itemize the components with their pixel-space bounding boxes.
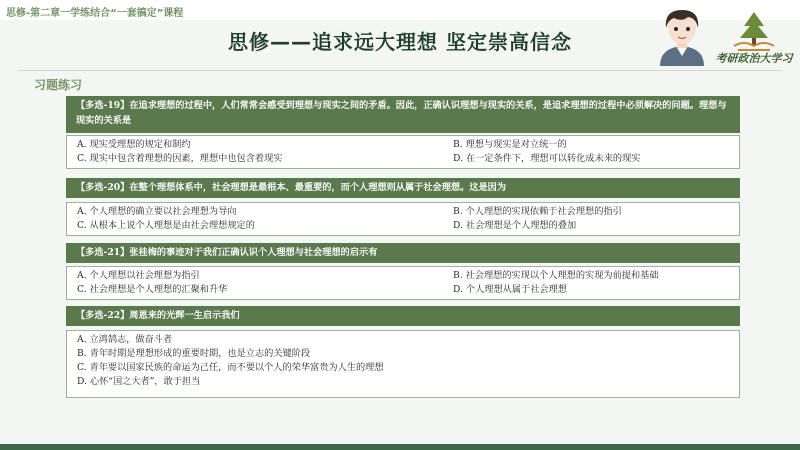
option-a[interactable]: A. 个人理想以社会理想为指引 — [77, 270, 200, 281]
brand-logo — [712, 6, 796, 68]
option-b[interactable]: B. 理想与现实是对立统一的 — [453, 139, 567, 150]
question-20-prompt: 【多选-20】在整个理想体系中，社会理想是最根本、最重要的，而个人理想则从属于社会理想。这是因为 — [76, 182, 507, 193]
question-21-options — [66, 266, 740, 300]
question-20-options — [66, 202, 740, 236]
question-22-prompt: 【多选-22】周恩来的光辉一生启示我们 — [76, 310, 240, 321]
question-19-options — [66, 135, 740, 169]
option-c[interactable]: C. 社会理想是个人理想的汇聚和升华 — [77, 284, 228, 295]
question-22-options — [66, 330, 740, 398]
logo-text: 考研政治大学习 — [715, 52, 793, 65]
question-21-header — [66, 243, 740, 263]
question-19-header — [66, 96, 740, 133]
option-d[interactable]: D. 在一定条件下，理想可以转化成未来的现实 — [453, 153, 641, 164]
teacher-avatar-icon — [652, 4, 712, 66]
option-c[interactable]: C. 青年要以国家民族的命运为己任，而不要以个人的荣华富贵为人生的理想 — [77, 362, 384, 373]
course-label: 思修-第二章一学练结合“一套搞定”课程 — [6, 8, 184, 19]
option-b[interactable]: B. 青年时期是理想形成的重要时期，也是立志的关键阶段 — [77, 348, 311, 359]
option-a[interactable]: A. 现实受理想的规定和制约 — [77, 139, 191, 150]
option-a[interactable]: A. 个人理想的确立要以社会理想为导向 — [77, 206, 237, 217]
slide-title: 思修——追求远大理想 坚定崇高信念 — [228, 30, 572, 54]
option-c[interactable]: C. 从根本上说个人理想是由社会理想规定的 — [77, 220, 255, 231]
question-21-prompt: 【多选-21】张桂梅的事迹对于我们正确认识个人理想与社会理想的启示有 — [76, 247, 378, 258]
section-heading: 习题练习 — [34, 78, 83, 92]
question-19-prompt: 【多选-19】在追求理想的过程中，人们常常会感受到理想与现实之间的矛盾。因此，正确认识理想与现实的关系，是追求理想的过程中必须解决的问题。理想与现实的关系是 — [76, 100, 727, 126]
bottom-bar — [0, 444, 800, 450]
tree-logo-icon — [712, 6, 796, 52]
option-a[interactable]: A. 立鸿鹄志，做奋斗者 — [77, 334, 173, 345]
option-c[interactable]: C. 现实中包含着理想的因素，理想中也包含着现实 — [77, 153, 283, 164]
option-d[interactable]: D. 个人理想从属于社会理想 — [453, 284, 567, 295]
question-20-header — [66, 178, 740, 198]
option-d[interactable]: D. 社会理想是个人理想的叠加 — [453, 220, 577, 231]
section-divider — [18, 70, 782, 71]
option-d[interactable]: D. 心怀“国之大者”，敢于担当 — [77, 376, 201, 387]
option-b[interactable]: B. 社会理想的实现以个人理想的实现为前提和基础 — [453, 270, 659, 281]
option-b[interactable]: B. 个人理想的实现依赖于社会理想的指引 — [453, 206, 622, 217]
question-22-header — [66, 306, 740, 326]
